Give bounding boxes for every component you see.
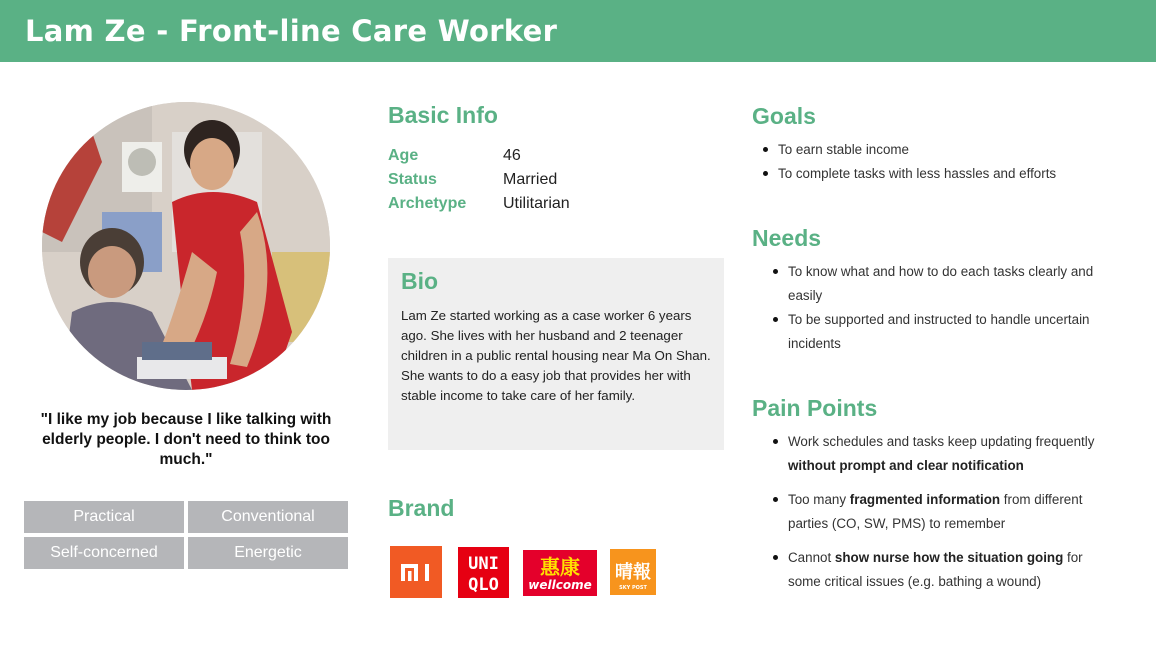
info-key: Archetype [388, 195, 467, 212]
svg-text:惠康: 惠康 [540, 555, 580, 579]
svg-text:wellcome: wellcome [528, 578, 592, 592]
info-row-archetype [388, 192, 570, 216]
list-item: To complete tasks with less hassles and efforts [758, 162, 1118, 186]
info-key: Age [388, 147, 419, 164]
xiaomi-logo [390, 546, 442, 598]
page-title: Lam Ze - Front-line Care Worker [25, 14, 558, 48]
svg-text:晴報: 晴報 [615, 562, 651, 583]
info-row-status [388, 168, 570, 192]
bio-heading: Bio [401, 268, 439, 294]
list-item: Too many fragmented information from different parties (CO, SW, PMS) to remember [768, 488, 1108, 536]
info-value: Married [503, 171, 558, 188]
pain-points-heading: Pain Points [752, 395, 878, 421]
basic-info-table [388, 144, 570, 216]
info-row-age [388, 144, 570, 168]
list-item: To earn stable income [758, 138, 1118, 162]
header-bar [0, 0, 1156, 62]
persona-photo [42, 102, 330, 390]
pain-points-list [768, 430, 1108, 594]
wellcome-logo [523, 550, 597, 596]
goals-heading: Goals [752, 103, 816, 129]
list-item: To know what and how to do each tasks clearly and easily [768, 260, 1108, 308]
brand-logos [390, 546, 670, 600]
persona-quote: "I like my job because I like talking with elderly people. I don't need to think too much." [40, 411, 332, 468]
trait-tag: Practical [24, 501, 184, 533]
list-item: Cannot show nurse how the situation going for some critical issues (e.g. bathing a wound) [768, 546, 1108, 594]
trait-tag: Conventional [188, 501, 348, 533]
info-value: 46 [503, 147, 521, 164]
uniqlo-logo [458, 547, 509, 598]
basic-info-heading: Basic Info [388, 102, 498, 128]
svg-text:UNI: UNI [468, 554, 499, 574]
needs-list [768, 260, 1108, 356]
bio-panel [388, 258, 724, 450]
trait-tags [24, 501, 349, 569]
sky-post-logo [610, 549, 656, 595]
trait-tag: Self-concerned [24, 537, 184, 569]
list-item: Work schedules and tasks keep updating frequently without prompt and clear notification [768, 430, 1108, 478]
trait-tag: Energetic [188, 537, 348, 569]
brand-heading: Brand [388, 495, 455, 521]
list-item: To be supported and instructed to handle uncertain incidents [768, 308, 1108, 356]
svg-text:SKY POST: SKY POST [619, 585, 647, 591]
bio-text: Lam Ze started working as a case worker 6 years ago. She lives with her husband and 2 teenager children in a public rental housing near Ma On Shan. She wants to do a easy job that provides her with stable income to take care of her family. [401, 308, 711, 403]
goals-list [758, 138, 1118, 186]
info-value: Utilitarian [503, 195, 570, 212]
needs-heading: Needs [752, 225, 822, 251]
info-key: Status [388, 171, 437, 188]
svg-text:QLO: QLO [468, 575, 499, 595]
